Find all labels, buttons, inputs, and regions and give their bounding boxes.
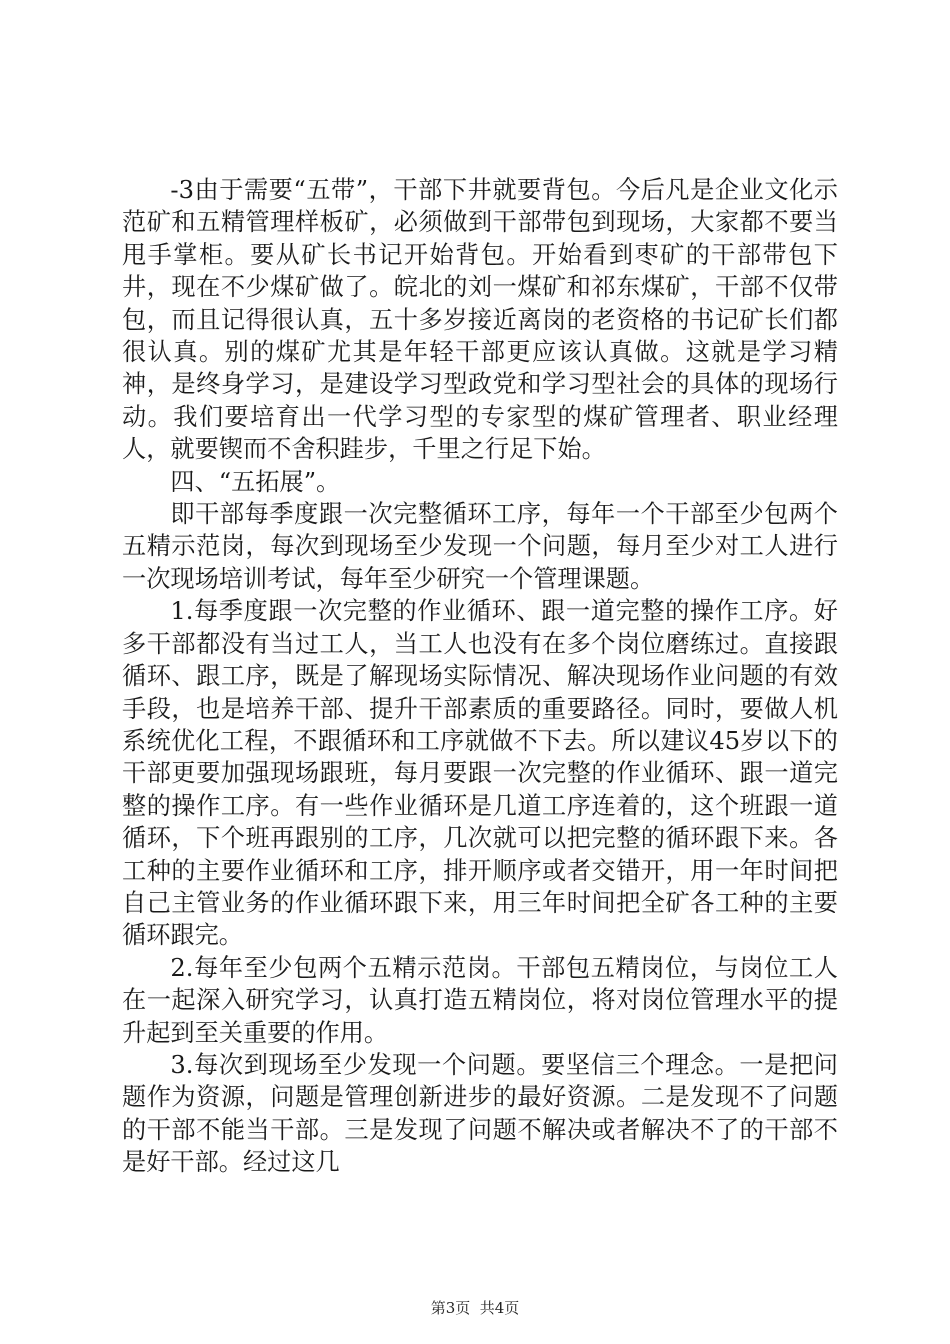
paragraph: 3.每次到现场至少发现一个问题。要坚信三个理念。一是把问题作为资源，问题是管理创新进步的最好资源。二是发现不了问题的干部不能当干部。三是发现了问题不解决或者解决不了的干部不是好干部。经过这几 bbox=[122, 1050, 838, 1177]
paragraph: 2.每年至少包两个五精示范岗。干部包五精岗位，与岗位工人在一起深入研究学习，认真打造五精岗位，将对岗位管理水平的提升起到至关重要的作用。 bbox=[122, 953, 838, 1047]
paragraph: -3由于需要“五带”，干部下井就要背包。今后凡是企业文化示范矿和五精管理样板矿，必须做到干部带包到现场，大家都不要当甩手掌柜。要从矿长书记开始背包。开始看到枣矿的干部带包下井，现在不少煤矿做了。皖北的刘一煤矿和祁东煤矿，干部不仅带包，而且记得很认真，五十多岁接近离岗的老资格的书记矿长们都很认真。别的煤矿尤其是年轻干部更应该认真做。这就是学习精神，是终身学习，是建设学习型政党和学习型社会的具体的现场行动。我们要培育出一代学习型的专家型的煤矿管理者、职业经理人，就要锲而不舍积跬步，千里之行足下始。 bbox=[122, 176, 838, 464]
paragraph: 1.每季度跟一次完整的作业循环、跟一道完整的操作工序。好多干部都没有当过工人，当工人也没有在多个岗位磨练过。直接跟循环、跟工序，既是了解现场实际情况、解决现场作业问题的有效手段，也是培养干部、提升干部素质的重要路径。同时，要做人机系统优化工程，不跟循环和工序就做不下去。所以建议45岁以下的干部更要加强现场跟班，每月要跟一次完整的作业循环、跟一道完整的操作工序。有一些作业循环是几道工序连着的，这个班跟一道循环，下个班再跟别的工序，几次就可以把完整的循环跟下来。各工种的主要作业循环和工序，排开顺序或者交错开，用一年时间把自己主管业务的作业循环跟下来，用三年时间把全矿各工种的主要循环跟完。 bbox=[122, 597, 838, 950]
page-number: 第3页 共4页 bbox=[430, 1299, 520, 1317]
page-footer bbox=[0, 1298, 950, 1318]
paragraph: 即干部每季度跟一次完整循环工序，每年一个干部至少包两个五精示范岗，每次到现场至少发现一个问题，每月至少对工人进行一次现场培训考试，每年至少研究一个管理课题。 bbox=[122, 500, 838, 593]
document-body bbox=[122, 174, 838, 1179]
section-heading: 四、“五拓展”。 bbox=[170, 467, 341, 496]
